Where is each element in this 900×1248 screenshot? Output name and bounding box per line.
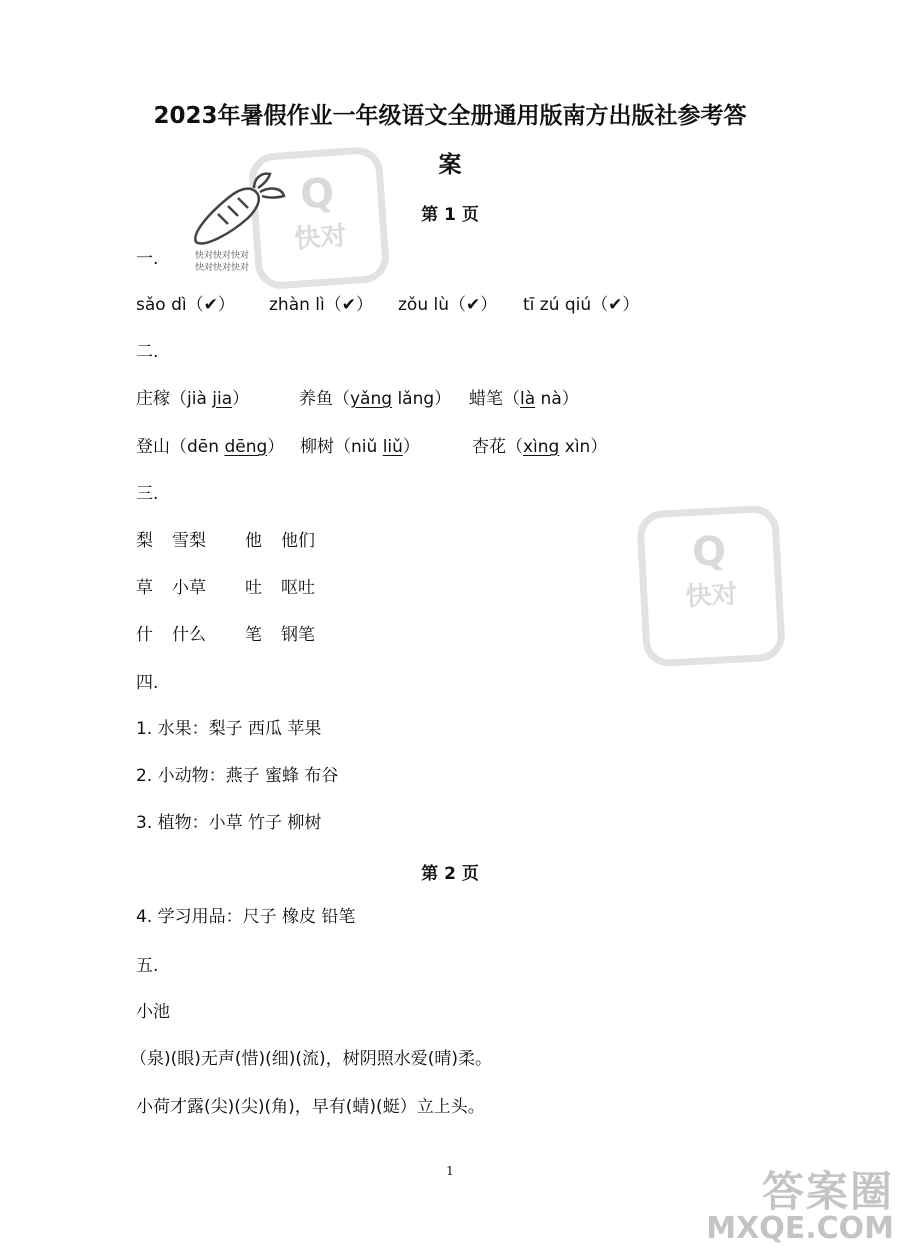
carrot-caption-line: 快对快对快对 xyxy=(195,251,250,261)
page1-heading: 第 1 页 xyxy=(421,205,479,225)
choice-word: 养鱼（ xyxy=(299,389,350,409)
pinyin-text: zǒu lù xyxy=(398,295,449,315)
choice-option-b-answer: dēng xyxy=(224,437,268,457)
character: 他 xyxy=(245,531,262,551)
choice-word: 蜡笔（ xyxy=(469,389,520,409)
choice-option-a: niǔ xyxy=(351,437,383,457)
page2-heading: 第 2 页 xyxy=(421,864,479,884)
choice-word: 柳树（ xyxy=(300,437,351,457)
word: 雪梨 xyxy=(172,531,206,551)
word: 呕吐 xyxy=(281,578,315,598)
pinyin-choice-item xyxy=(469,388,579,410)
pinyin-text: sǎo dì xyxy=(136,295,187,315)
word: 什么 xyxy=(172,625,206,645)
pinyin-choice-item xyxy=(136,388,249,410)
pinyin-choice-item xyxy=(472,436,607,458)
section-1-label: 一. xyxy=(136,249,159,269)
character: 草 xyxy=(136,578,153,598)
word: 钢笔 xyxy=(281,625,315,645)
choice-close: ） xyxy=(232,389,250,409)
corner-watermark-logo xyxy=(706,1167,894,1246)
corner-watermark-site: MXQE.COM xyxy=(706,1211,894,1246)
watermark-stamp-text: 快对 xyxy=(293,221,348,255)
check-mark: （✔） xyxy=(324,295,373,315)
check-mark: （✔） xyxy=(449,295,498,315)
character: 梨 xyxy=(136,531,153,551)
choice-option-a-answer: yǎng xyxy=(350,389,393,409)
carrot-logo-caption xyxy=(195,250,249,274)
pinyin-choice-row xyxy=(136,388,756,412)
choice-close: ） xyxy=(561,389,579,409)
character: 什 xyxy=(136,625,153,645)
section-4-label: 四. xyxy=(136,673,159,693)
category-line: 1. 水果：梨子 西瓜 苹果 xyxy=(136,719,322,739)
choice-option-a: dēn xyxy=(187,437,225,457)
carrot-caption-line: 快对快对快对 xyxy=(195,263,250,273)
choice-word: 杏花（ xyxy=(472,437,523,457)
watermark-check-icon: Q xyxy=(691,528,728,576)
pinyin-text: tī zú qiú xyxy=(523,295,592,315)
pinyin-choice-item xyxy=(300,436,420,458)
word: 他们 xyxy=(281,531,315,551)
character: 笔 xyxy=(245,625,262,645)
choice-close: ） xyxy=(267,437,285,457)
choice-option-a-answer: xìng xyxy=(523,437,560,457)
word-group-row xyxy=(136,624,436,648)
section-3-label: 三. xyxy=(136,484,159,504)
corner-watermark-text: 答案圈 xyxy=(761,1167,894,1216)
choice-close: ） xyxy=(402,437,420,457)
choice-option-a-answer: là xyxy=(520,389,536,409)
choice-close: ） xyxy=(434,389,452,409)
word: 小草 xyxy=(172,578,206,598)
choice-option-b: xìn xyxy=(559,437,591,457)
choice-option-a: jià xyxy=(187,389,213,409)
choice-option-b-answer: liǔ xyxy=(382,437,403,457)
pinyin-check-row xyxy=(136,294,776,318)
choice-option-b-answer: jia xyxy=(212,389,233,409)
check-mark: （✔） xyxy=(591,295,640,315)
character: 吐 xyxy=(245,578,262,598)
poem-line-1: （泉)(眼)无声(惜)(细)(流)，树阴照水爱(晴)柔。 xyxy=(130,1049,492,1069)
pinyin-choice-row xyxy=(136,436,756,460)
pinyin-choice-item xyxy=(299,388,451,410)
watermark-stamp-right xyxy=(636,504,786,667)
word-group-row xyxy=(136,577,436,601)
section-2-label: 二. xyxy=(136,342,159,362)
poem-line-2: 小荷才露(尖)(尖)(角)，早有(蜻)(蜓）立上头。 xyxy=(136,1097,485,1117)
watermark-check-icon: Q xyxy=(298,169,336,219)
choice-close: ） xyxy=(590,437,608,457)
category-line: 3. 植物：小草 竹子 柳树 xyxy=(136,813,322,833)
poem-title: 小池 xyxy=(136,1002,170,1022)
choice-option-b: lǎng xyxy=(392,389,435,409)
word-group-row xyxy=(136,530,436,554)
category-line: 4. 学习用品：尺子 橡皮 铅笔 xyxy=(136,907,356,927)
choice-option-b: nà xyxy=(535,389,562,409)
section-5-label: 五. xyxy=(136,956,159,976)
page-number: 1 xyxy=(446,1164,454,1178)
category-line: 2. 小动物：燕子 蜜蜂 布谷 xyxy=(136,766,339,786)
document-title-line1: 2023年暑假作业一年级语文全册通用版南方出版社参考答 xyxy=(153,103,747,129)
choice-word: 登山（ xyxy=(136,437,187,457)
pinyin-choice-item xyxy=(136,436,284,458)
check-mark: （✔） xyxy=(186,295,235,315)
watermark-stamp-text: 快对 xyxy=(684,579,739,613)
pinyin-text: zhàn lì xyxy=(269,295,325,315)
document-title-line2: 案 xyxy=(438,152,462,178)
choice-word: 庄稼（ xyxy=(136,389,187,409)
